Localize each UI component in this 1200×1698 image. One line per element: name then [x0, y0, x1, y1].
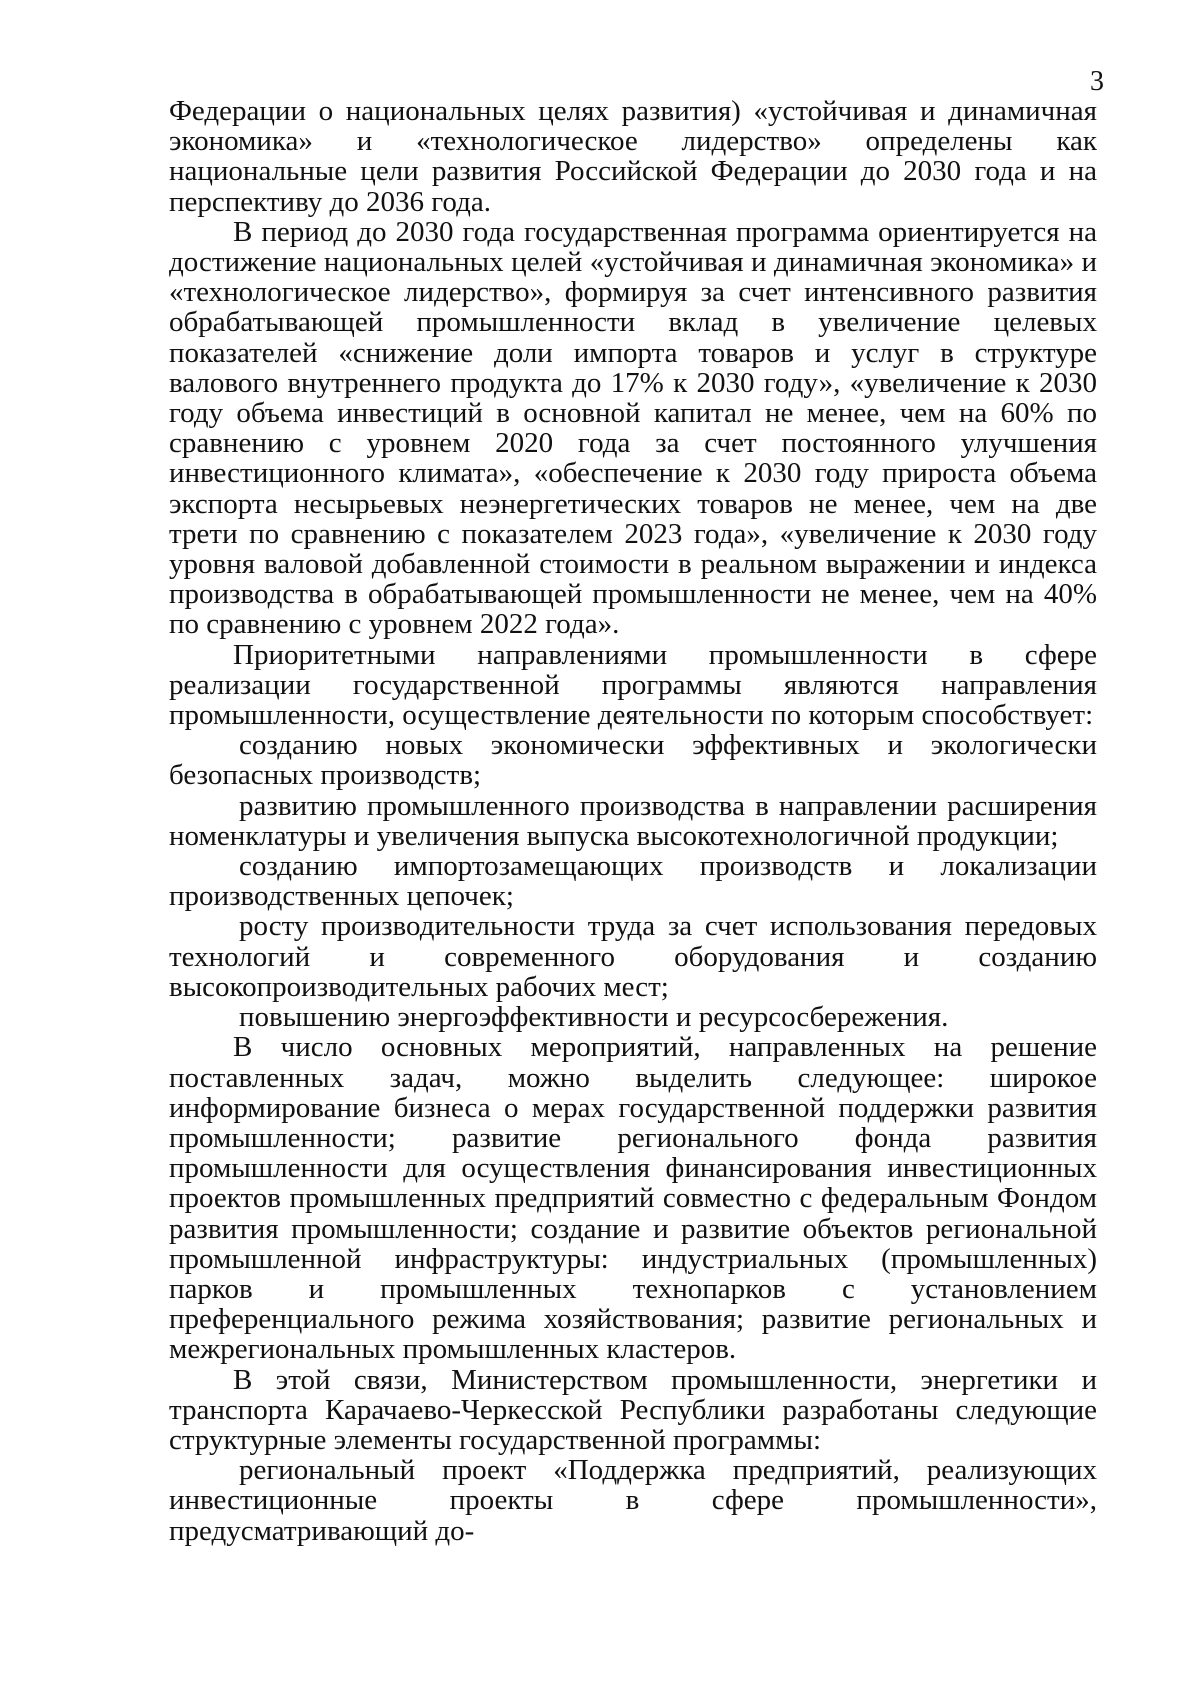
list-item: развитию промышленного производства в направлении расширения номенклатуры и увеличения выпуска высокотехнологичной продукции;: [169, 789, 1097, 852]
paragraph-ministry: В этой связи, Министерством промышленности, энергетики и транспорта Карачаево-Черкесской Республики разработаны следующие структурные элементы государственной программы:: [169, 1363, 1097, 1456]
page-number: 3: [1090, 66, 1104, 97]
paragraph-measures: В число основных мероприятий, направленных на решение поставленных задач, можно выделить следующее: широкое информирование бизнеса о мерах государственной поддержки развития промышленности; развитие регионального фонда развития промышленности для осуществления финансирования инвестиционных проектов промышленных предприятий совместно с федеральным Фондом развития промышленности; создание и развитие объектов региональной промышленной инфраструктуры: индустриальных (промышленных) парков и промышленных технопарков с установлением преференциального режима хозяйствования; развитие региональных и межрегиональных промышленных кластеров.: [169, 1031, 1097, 1366]
list-item: созданию импортозамещающих производств и локализации производственных цепочек;: [169, 850, 1097, 913]
list-item: созданию новых экономически эффективных и экологически безопасных производств;: [169, 729, 1097, 792]
document-body: [169, 96, 1097, 1546]
list-item: росту производительности труда за счет использования передовых технологий и современного оборудования и созданию высокопроизводительных рабочих мест;: [169, 910, 1097, 1003]
paragraph-goals: В период до 2030 года государственная программа ориентируется на достижение национальных целей «устойчивая и динамичная экономика» и «технологическое лидерство», формируя за счет интенсивного развития обрабатывающей промышленности вклад в увеличение целевых показателей «снижение доли импорта товаров и услуг в структуре валового внутреннего продукта до 17% к 2030 году», «увеличение к 2030 году объема инвестиций в основной капитал не менее, чем на 60% по сравнению с уровнем 2020 года за счет постоянного улучшения инвестиционного климата», «обеспечение к 2030 году прироста объема экспорта несырьевых неэнергетических товаров не менее, чем на две трети по сравнению с показателем 2023 года», «увеличение к 2030 году уровня валовой добавленной стоимости в реальном выражении и индекса производства в обрабатывающей промышленности не менее, чем на 40% по сравнению с уровнем 2022 года».: [169, 215, 1097, 641]
list-item: повышению энергоэффективности и ресурсосбережения.: [239, 1001, 949, 1034]
paragraph-priorities: Приоритетными направлениями промышленности в сфере реализации государственной программы являются направления промышленности, осуществление деятельности по которым способствует:: [169, 638, 1097, 732]
list-item: региональный проект «Поддержка предприятий, реализующих инвестиционные проекты в сфере промышленности», предусматривающий до-: [169, 1454, 1097, 1547]
paragraph-continuation: Федерации о национальных целях развития) «устойчивая и динамичная экономика» и «технологическое лидерство» определены как национальные цели развития Российской Федерации до 2030 года и на перспективу до 2036 года.: [169, 95, 1097, 218]
